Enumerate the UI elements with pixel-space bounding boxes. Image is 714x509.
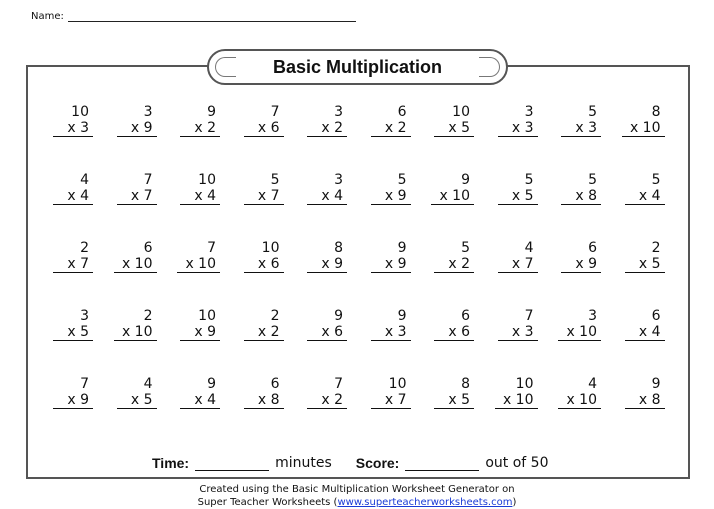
problem-top-number: 3	[524, 104, 534, 120]
problem-top-number: 8	[461, 376, 470, 392]
problem-multiplier: x 2	[371, 120, 411, 137]
multiplication-problem	[475, 104, 538, 137]
problem-top-number: 6	[270, 376, 280, 392]
problem-multiplier: x 5	[625, 256, 665, 273]
multiplication-problem	[157, 308, 220, 341]
credit-prefix: Super Teacher Worksheets (	[197, 497, 338, 508]
problem-multiplier: x 6	[244, 256, 284, 273]
problem-row	[30, 240, 670, 280]
multiplication-problem	[538, 104, 601, 137]
problem-row	[30, 376, 670, 416]
multiplication-problem	[538, 240, 601, 273]
problem-multiplier: x 2	[434, 256, 474, 273]
multiplication-problem	[348, 240, 411, 273]
problem-multiplier: x 6	[244, 120, 284, 137]
credit-line-1: Created using the Basic Multiplication Worksheet Generator on	[199, 484, 515, 495]
multiplication-problem	[157, 376, 220, 409]
problem-top-number: 9	[207, 376, 216, 392]
multiplication-problem	[348, 172, 411, 205]
multiplication-problem	[602, 308, 665, 341]
problem-multiplier: x 3	[53, 120, 93, 137]
multiplication-problem	[94, 240, 157, 273]
problem-multiplier: x 7	[498, 256, 538, 273]
problem-row	[30, 104, 670, 144]
problem-top-number: 3	[80, 308, 89, 324]
multiplication-problem	[475, 240, 538, 273]
problem-top-number: 10	[515, 376, 534, 392]
problem-multiplier: x 10	[558, 392, 601, 409]
multiplication-problem	[411, 376, 474, 409]
multiplication-problem	[284, 376, 347, 409]
multiplication-problem	[30, 376, 93, 409]
problem-multiplier: x 9	[180, 324, 220, 341]
problem-multiplier: x 10	[431, 188, 474, 205]
name-field-row	[31, 11, 356, 22]
problem-top-number: 9	[397, 240, 407, 256]
problem-top-number: 3	[588, 308, 597, 324]
problem-top-number: 7	[207, 240, 216, 256]
problem-multiplier: x 5	[434, 392, 474, 409]
problem-top-number: 9	[651, 376, 661, 392]
multiplication-problem	[30, 104, 93, 137]
problem-top-number: 5	[651, 172, 661, 188]
problem-top-number: 2	[80, 240, 89, 256]
problem-multiplier: x 9	[53, 392, 93, 409]
problem-top-number: 4	[80, 172, 89, 188]
problem-top-number: 3	[334, 172, 343, 188]
problem-multiplier: x 6	[434, 324, 474, 341]
multiplication-problem	[94, 104, 157, 137]
multiplication-problem	[348, 376, 411, 409]
problem-top-number: 9	[207, 104, 216, 120]
problem-top-number: 9	[397, 308, 407, 324]
multiplication-problem	[538, 376, 601, 409]
problem-multiplier: x 6	[307, 324, 347, 341]
problem-top-number: 5	[270, 172, 280, 188]
multiplication-problem	[602, 240, 665, 273]
problem-multiplier: x 10	[622, 120, 665, 137]
problem-multiplier: x 2	[244, 324, 284, 341]
multiplication-problem	[221, 172, 284, 205]
problem-top-number: 7	[524, 308, 534, 324]
multiplication-problem	[221, 376, 284, 409]
problem-multiplier: x 10	[114, 324, 157, 341]
multiplication-problem	[284, 240, 347, 273]
score-label: Score:	[355, 455, 400, 471]
multiplication-problem	[157, 104, 220, 137]
score-blank[interactable]	[405, 456, 479, 471]
problem-multiplier: x 4	[307, 188, 347, 205]
problem-multiplier: x 2	[180, 120, 220, 137]
problem-multiplier: x 9	[307, 256, 347, 273]
problem-multiplier: x 5	[498, 188, 538, 205]
multiplication-problem	[411, 172, 474, 205]
problem-multiplier: x 4	[180, 392, 220, 409]
problem-multiplier: x 8	[244, 392, 284, 409]
credit-footer	[0, 483, 714, 509]
problem-top-number: 6	[651, 308, 661, 324]
multiplication-problem	[602, 104, 665, 137]
problem-multiplier: x 9	[371, 188, 411, 205]
problem-top-number: 5	[588, 172, 597, 188]
problem-top-number: 10	[198, 172, 216, 188]
multiplication-problem	[221, 240, 284, 273]
problem-top-number: 6	[143, 240, 153, 256]
problem-multiplier: x 9	[561, 256, 601, 273]
problem-top-number: 8	[651, 104, 661, 120]
problem-top-number: 6	[461, 308, 470, 324]
problem-top-number: 4	[143, 376, 153, 392]
problem-multiplier: x 3	[498, 120, 538, 137]
problem-multiplier: x 5	[53, 324, 93, 341]
problem-top-number: 5	[397, 172, 407, 188]
multiplication-problem	[94, 172, 157, 205]
problem-multiplier: x 7	[244, 188, 284, 205]
problem-multiplier: x 7	[117, 188, 157, 205]
problem-multiplier: x 8	[561, 188, 601, 205]
multiplication-problem	[157, 172, 220, 205]
problem-top-number: 10	[388, 376, 407, 392]
problem-multiplier: x 3	[498, 324, 538, 341]
multiplication-problem	[157, 240, 220, 273]
multiplication-problem	[538, 308, 601, 341]
problem-multiplier: x 5	[434, 120, 474, 137]
problem-top-number: 7	[143, 172, 153, 188]
multiplication-problem	[411, 104, 474, 137]
problem-multiplier: x 9	[117, 120, 157, 137]
worksheet-title: Basic Multiplication	[272, 56, 443, 77]
problem-top-number: 6	[397, 104, 407, 120]
name-input-line[interactable]	[68, 11, 356, 22]
time-label: Time:	[152, 455, 190, 471]
multiplication-problem	[348, 308, 411, 341]
problem-top-number: 10	[261, 240, 280, 256]
problem-multiplier: x 2	[307, 392, 347, 409]
problem-multiplier: x 3	[371, 324, 411, 341]
problem-top-number: 3	[143, 104, 153, 120]
problem-top-number: 9	[334, 308, 343, 324]
problem-top-number: 2	[143, 308, 153, 324]
problem-multiplier: x 7	[371, 392, 411, 409]
multiplication-problem	[94, 308, 157, 341]
multiplication-problem	[284, 308, 347, 341]
problem-top-number: 2	[270, 308, 280, 324]
name-label: Name:	[31, 11, 64, 22]
problem-top-number: 5	[461, 240, 470, 256]
problem-multiplier: x 4	[625, 324, 665, 341]
problem-multiplier: x 4	[625, 188, 665, 205]
multiplication-problem	[411, 240, 474, 273]
problem-multiplier: x 4	[53, 188, 93, 205]
problem-top-number: 2	[651, 240, 661, 256]
problem-top-number: 10	[71, 104, 89, 120]
problem-multiplier: x 5	[117, 392, 157, 409]
time-blank[interactable]	[195, 456, 269, 471]
problem-top-number: 7	[334, 376, 343, 392]
problem-multiplier: x 10	[177, 256, 220, 273]
score-suffix: out of 50	[485, 455, 549, 471]
multiplication-problem	[30, 172, 93, 205]
multiplication-problem	[94, 376, 157, 409]
problem-top-number: 10	[198, 308, 216, 324]
multiplication-problem	[30, 240, 93, 273]
problem-top-number: 7	[270, 104, 280, 120]
problem-top-number: 6	[588, 240, 597, 256]
problem-multiplier: x 9	[371, 256, 411, 273]
problem-top-number: 5	[524, 172, 534, 188]
multiplication-problem	[284, 104, 347, 137]
problem-top-number: 5	[588, 104, 597, 120]
problem-row	[30, 172, 670, 212]
multiplication-problem	[602, 172, 665, 205]
problem-row	[30, 308, 670, 348]
credit-link[interactable]: www.superteacherworksheets.com	[337, 497, 513, 508]
problem-top-number: 7	[80, 376, 89, 392]
multiplication-problem	[602, 376, 665, 409]
multiplication-problem	[221, 308, 284, 341]
time-unit: minutes	[275, 455, 332, 471]
problem-top-number: 10	[452, 104, 470, 120]
multiplication-problem	[411, 308, 474, 341]
problem-multiplier: x 10	[558, 324, 601, 341]
multiplication-problem	[221, 104, 284, 137]
problem-top-number: 9	[461, 172, 470, 188]
score-footer	[152, 455, 548, 471]
multiplication-problem	[538, 172, 601, 205]
problem-top-number: 4	[588, 376, 597, 392]
problem-grid	[30, 104, 670, 408]
problem-top-number: 4	[524, 240, 534, 256]
credit-suffix: )	[512, 497, 517, 508]
problem-multiplier: x 7	[53, 256, 93, 273]
problem-multiplier: x 10	[495, 392, 538, 409]
multiplication-problem	[284, 172, 347, 205]
problem-multiplier: x 10	[114, 256, 157, 273]
multiplication-problem	[30, 308, 93, 341]
problem-multiplier: x 3	[561, 120, 601, 137]
problem-top-number: 3	[334, 104, 343, 120]
problem-multiplier: x 4	[180, 188, 220, 205]
multiplication-problem	[348, 104, 411, 137]
problem-multiplier: x 2	[307, 120, 347, 137]
title-banner	[207, 49, 508, 85]
problem-top-number: 8	[334, 240, 343, 256]
multiplication-problem	[475, 172, 538, 205]
multiplication-problem	[475, 376, 538, 409]
credit-line-2	[0, 496, 714, 509]
multiplication-problem	[475, 308, 538, 341]
problem-multiplier: x 8	[625, 392, 665, 409]
